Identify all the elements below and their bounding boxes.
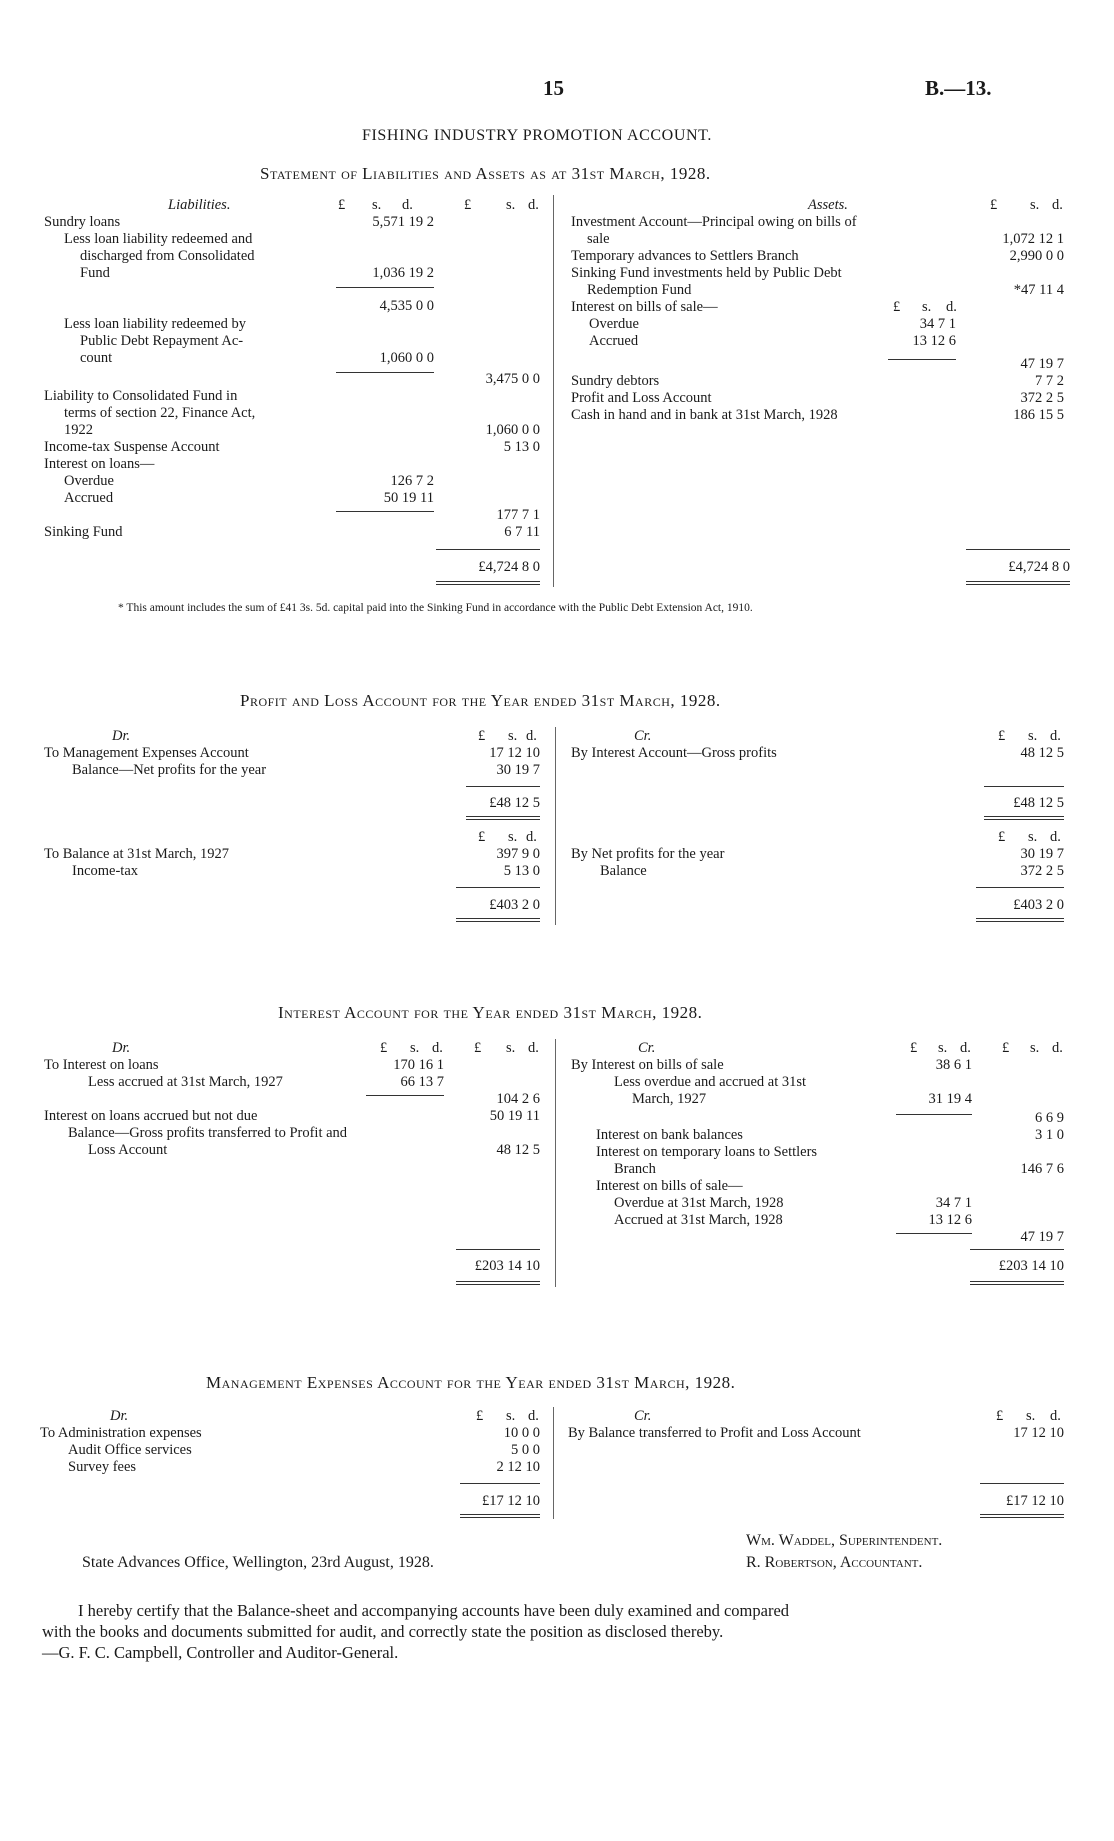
accrued-value: 13 12 6 — [912, 333, 956, 349]
cash-value: 186 15 5 — [1013, 407, 1064, 423]
accrued-value: 50 19 11 — [383, 490, 434, 506]
col-shilling: s. — [506, 1408, 516, 1424]
overdue-value: 126 7 2 — [390, 473, 434, 489]
sinking-investments-label-2: Redemption Fund — [587, 282, 692, 298]
mgmt-total: £17 12 10 — [482, 1493, 540, 1509]
total-rule — [460, 1483, 540, 1484]
certificate-line-2: with the books and documents submitted for audit, and correctly state the position as disclosed thereby. — [42, 1622, 724, 1641]
admin-expenses-label: To Administration expenses — [40, 1425, 202, 1441]
profit-loss-label: Profit and Loss Account — [571, 390, 712, 406]
total-double-rule — [460, 1514, 540, 1518]
col-shilling: s. — [922, 299, 932, 315]
column-divider — [555, 1039, 556, 1287]
sinking-fund-value: 6 7 11 — [504, 524, 540, 540]
gross-profits-label: Balance—Gross profits transferred to Profit and — [68, 1125, 348, 1141]
col-pound: £ — [338, 197, 346, 213]
survey-fees-label: Survey fees — [68, 1459, 137, 1475]
net-profits-label: By Net profits for the year — [571, 846, 725, 862]
accrued-not-due-label: Interest on loans accrued but not due — [44, 1108, 258, 1124]
credit-head: Cr. — [634, 1408, 652, 1424]
balance-1927-label: To Balance at 31st March, 1927 — [44, 846, 230, 862]
investment-label-2: sale — [587, 231, 610, 247]
col-pound: £ — [380, 1040, 388, 1056]
balance-value: 372 2 5 — [1020, 863, 1064, 879]
net-interest-value: 104 2 6 — [496, 1091, 540, 1107]
col-pound: £ — [998, 728, 1006, 744]
total-double-rule — [980, 1514, 1064, 1518]
gross-profits-label-2: Loss Account — [88, 1142, 168, 1158]
col-shilling: s. — [372, 197, 382, 213]
profit-loss-heading: Profit and Loss Account for the Year ended 31st March, 1928. — [240, 691, 721, 710]
investment-label: Investment Account—Principal owing on bills of — [571, 214, 857, 230]
profit-loss-value: 372 2 5 — [1020, 390, 1064, 406]
bills-of-sale-label: Interest on bills of sale— — [596, 1178, 743, 1194]
accrued-1928-value: 13 12 6 — [928, 1212, 972, 1228]
col-shilling: s. — [1030, 197, 1040, 213]
col-shilling: s. — [1030, 1040, 1040, 1056]
mgmt-expenses-value: 17 12 10 — [489, 745, 540, 761]
sundry-loans-value: 5,571 19 2 — [372, 214, 434, 230]
net-profits-value: 30 19 7 — [496, 762, 540, 778]
gross-profits-label: By Interest Account—Gross profits — [571, 745, 777, 761]
col-pound: £ — [474, 1040, 482, 1056]
total-rule — [456, 887, 540, 888]
admin-expenses-value: 10 0 0 — [503, 1425, 540, 1441]
temp-loans-interest-label-2: Branch — [614, 1161, 656, 1177]
total-rule — [976, 887, 1064, 888]
less-repayment-label-3: count — [80, 350, 113, 366]
total-double-rule — [456, 918, 540, 922]
less-repayment-value: 1,060 0 0 — [379, 350, 434, 366]
audit-services-value: 5 0 0 — [511, 1442, 540, 1458]
col-pound: £ — [998, 829, 1006, 845]
less-accrued-label: Less accrued at 31st March, 1927 — [88, 1074, 283, 1090]
temporary-advances-label: Temporary advances to Settlers Branch — [571, 248, 799, 264]
audit-services-label: Audit Office services — [68, 1442, 192, 1458]
income-tax-label: Income-tax Suspense Account — [44, 439, 220, 455]
col-pound: £ — [1002, 1040, 1010, 1056]
less-accrued-value: 66 13 7 — [400, 1074, 444, 1090]
col-pound: £ — [478, 829, 486, 845]
mgmt-expenses-label: To Management Expenses Account — [44, 745, 249, 761]
less-overdue-label: Less overdue and accrued at 31st — [614, 1074, 807, 1090]
less-redeemed-value: 1,036 19 2 — [372, 265, 434, 281]
pl-total: £403 2 0 — [1013, 897, 1064, 913]
bank-interest-label: Interest on bank balances — [596, 1127, 743, 1143]
signature-superintendent: Wm. Waddel, Superintendent. — [746, 1532, 943, 1549]
col-pence: d. — [946, 299, 957, 315]
sundry-debtors-label: Sundry debtors — [571, 373, 660, 389]
accrued-1928-label: Accrued at 31st March, 1928 — [614, 1212, 783, 1228]
interest-total: £203 14 10 — [474, 1258, 540, 1274]
temp-loans-interest-label: Interest on temporary loans to Settlers — [596, 1144, 818, 1160]
net-profits-value: 30 19 7 — [1020, 846, 1064, 862]
assets-head: Assets. — [808, 197, 848, 213]
bills-interest-value: 38 6 1 — [935, 1057, 972, 1073]
gross-profits-value: 48 12 5 — [496, 1142, 540, 1158]
overdue-value: 34 7 1 — [919, 316, 956, 332]
col-pound: £ — [893, 299, 901, 315]
overdue-1928-label: Overdue at 31st March, 1928 — [614, 1195, 784, 1211]
subtotal-rule — [888, 359, 956, 360]
col-pound: £ — [464, 197, 472, 213]
col-pence: d. — [528, 197, 539, 213]
col-shilling: s. — [1028, 829, 1038, 845]
debit-head: Dr. — [110, 1408, 129, 1424]
mgmt-total: £17 12 10 — [1006, 1493, 1064, 1509]
accrued-label: Accrued — [589, 333, 639, 349]
bank-interest-value: 3 1 0 — [1035, 1127, 1064, 1143]
interest-on-loans-label: To Interest on loans — [44, 1057, 159, 1073]
subtotal-value: 4,535 0 0 — [379, 298, 434, 314]
bills-of-sale-total: 47 19 7 — [1020, 1229, 1064, 1245]
column-divider — [553, 195, 554, 587]
col-pence: d. — [1050, 728, 1061, 744]
subtotal-rule — [336, 511, 434, 512]
subtotal-rule — [896, 1233, 972, 1234]
col-shilling: s. — [938, 1040, 948, 1056]
col-shilling: s. — [508, 829, 518, 845]
overdue-label: Overdue — [589, 316, 639, 332]
pl-total: £48 12 5 — [1013, 795, 1064, 811]
less-overdue-value: 31 19 4 — [928, 1091, 972, 1107]
total-double-rule — [970, 1281, 1064, 1285]
column-divider — [553, 1407, 554, 1519]
temporary-advances-value: 2,990 0 0 — [1009, 248, 1064, 264]
interest-total: £203 14 10 — [998, 1258, 1064, 1274]
interest-total-value: 177 7 1 — [496, 507, 540, 523]
total-double-rule — [436, 581, 540, 585]
debit-head: Dr. — [112, 728, 131, 744]
transfer-label: By Balance transferred to Profit and Loss Account — [568, 1425, 861, 1441]
col-pence: d. — [960, 1040, 971, 1056]
interest-on-loans-label: Interest on loans— — [44, 456, 155, 472]
temp-loans-interest-value: 146 7 6 — [1020, 1161, 1064, 1177]
col-pence: d. — [528, 1040, 539, 1056]
col-pound: £ — [478, 728, 486, 744]
net-bills-interest: 6 6 9 — [1035, 1110, 1064, 1126]
assets-total: £4,724 8 0 — [1008, 559, 1070, 575]
total-double-rule — [976, 918, 1064, 922]
accrued-not-due-value: 50 19 11 — [489, 1108, 540, 1124]
consolidated-fund-label: Liability to Consolidated Fund in — [44, 388, 238, 404]
less-repayment-label: Less loan liability redeemed by — [64, 316, 247, 332]
survey-fees-value: 2 12 10 — [496, 1459, 540, 1475]
overdue-1928-value: 34 7 1 — [935, 1195, 972, 1211]
col-pound: £ — [910, 1040, 918, 1056]
interest-heading: Interest Account for the Year ended 31st March, 1928. — [278, 1003, 703, 1022]
sinking-fund-label: Sinking Fund — [44, 524, 123, 540]
sundry-debtors-value: 7 7 2 — [1035, 373, 1064, 389]
total-double-rule — [456, 1281, 540, 1285]
cash-label: Cash in hand and in bank at 31st March, 1928 — [571, 407, 838, 423]
sundry-loans-label: Sundry loans — [44, 214, 121, 230]
income-tax-label: Income-tax — [72, 863, 139, 879]
col-pence: d. — [1050, 1408, 1061, 1424]
mgmt-heading: Management Expenses Account for the Year ended 31st March, 1928. — [206, 1373, 736, 1392]
total-rule — [466, 786, 540, 787]
col-pence: d. — [402, 197, 413, 213]
liabilities-head: Liabilities. — [168, 197, 231, 213]
net-profits-label: Balance—Net profits for the year — [72, 762, 267, 778]
document-reference: B.—13. — [925, 76, 992, 100]
debit-head: Dr. — [112, 1040, 131, 1056]
total-rule — [456, 1249, 540, 1250]
subtotal-rule — [366, 1095, 444, 1096]
less-overdue-label-2: March, 1927 — [632, 1091, 707, 1107]
consolidated-fund-label-3: 1922 — [64, 422, 93, 438]
less-repayment-label-2: Public Debt Repayment Ac- — [80, 333, 244, 349]
sinking-investments-label: Sinking Fund investments held by Public Debt — [571, 265, 842, 281]
col-shilling: s. — [506, 197, 516, 213]
pl-total: £48 12 5 — [489, 795, 540, 811]
income-tax-value: 5 13 0 — [503, 863, 540, 879]
total-double-rule — [966, 581, 1070, 585]
investment-value: 1,072 12 1 — [1002, 231, 1064, 247]
col-pence: d. — [528, 1408, 539, 1424]
office-and-date: State Advances Office, Wellington, 23rd August, 1928. — [82, 1554, 434, 1571]
bills-interest-label: Interest on bills of sale— — [571, 299, 718, 315]
col-pence: d. — [1050, 829, 1061, 845]
balance-1927-value: 397 9 0 — [496, 846, 540, 862]
col-pence: d. — [1052, 1040, 1063, 1056]
col-shilling: s. — [506, 1040, 516, 1056]
subtotal-rule — [336, 372, 434, 373]
bills-interest-label: By Interest on bills of sale — [571, 1057, 724, 1073]
col-shilling: s. — [1026, 1408, 1036, 1424]
col-pence: d. — [432, 1040, 443, 1056]
net-loans-value: 3,475 0 0 — [485, 371, 540, 387]
total-rule — [966, 549, 1070, 550]
credit-head: Cr. — [638, 1040, 656, 1056]
total-double-rule — [466, 816, 540, 820]
less-redeemed-label: Less loan liability redeemed and — [64, 231, 253, 247]
col-pound: £ — [990, 197, 998, 213]
bills-interest-total: 47 19 7 — [1020, 356, 1064, 372]
accrued-label: Accrued — [64, 490, 114, 506]
col-shilling: s. — [1028, 728, 1038, 744]
signature-accountant: R. Robertson, Accountant. — [746, 1554, 923, 1571]
footnote: * This amount includes the sum of £41 3s. 5d. capital paid into the Sinking Fund in accordance with the Public Debt Extension Act, 1910. — [118, 602, 753, 614]
total-rule — [970, 1249, 1064, 1250]
credit-head: Cr. — [634, 728, 652, 744]
overdue-label: Overdue — [64, 473, 114, 489]
col-pound: £ — [476, 1408, 484, 1424]
certificate-line-3: —G. F. C. Campbell, Controller and Auditor-General. — [42, 1643, 399, 1662]
total-rule — [984, 786, 1064, 787]
balance-heading: Statement of Liabilities and Assets as at 31st March, 1928. — [260, 164, 711, 183]
liabilities-total: £4,724 8 0 — [478, 559, 540, 575]
total-double-rule — [984, 816, 1064, 820]
col-pound: £ — [996, 1408, 1004, 1424]
col-pence: d. — [526, 728, 537, 744]
certificate-line-1: I hereby certify that the Balance-sheet and accompanying accounts have been duly examined and compared — [78, 1601, 790, 1620]
less-redeemed-label-2: discharged from Consolidated — [80, 248, 255, 264]
balance-label: Balance — [600, 863, 647, 879]
col-shilling: s. — [508, 728, 518, 744]
sinking-investments-value: *47 11 4 — [1013, 282, 1064, 298]
subtotal-rule — [336, 287, 434, 288]
gross-profits-value: 48 12 5 — [1020, 745, 1064, 761]
less-redeemed-label-3: Fund — [80, 265, 110, 281]
col-shilling: s. — [410, 1040, 420, 1056]
consolidated-fund-value: 1,060 0 0 — [485, 422, 540, 438]
column-divider — [555, 727, 556, 925]
consolidated-fund-label-2: terms of section 22, Finance Act, — [64, 405, 256, 421]
main-title: FISHING INDUSTRY PROMOTION ACCOUNT. — [362, 127, 712, 144]
interest-on-loans-value: 170 16 1 — [393, 1057, 444, 1073]
transfer-value: 17 12 10 — [1013, 1425, 1064, 1441]
total-rule — [436, 549, 540, 550]
col-pence: d. — [1052, 197, 1063, 213]
income-tax-value: 5 13 0 — [503, 439, 540, 455]
col-pence: d. — [526, 829, 537, 845]
subtotal-rule — [896, 1114, 972, 1115]
pl-total: £403 2 0 — [489, 897, 540, 913]
page-number: 15 — [543, 76, 564, 100]
total-rule — [980, 1483, 1064, 1484]
